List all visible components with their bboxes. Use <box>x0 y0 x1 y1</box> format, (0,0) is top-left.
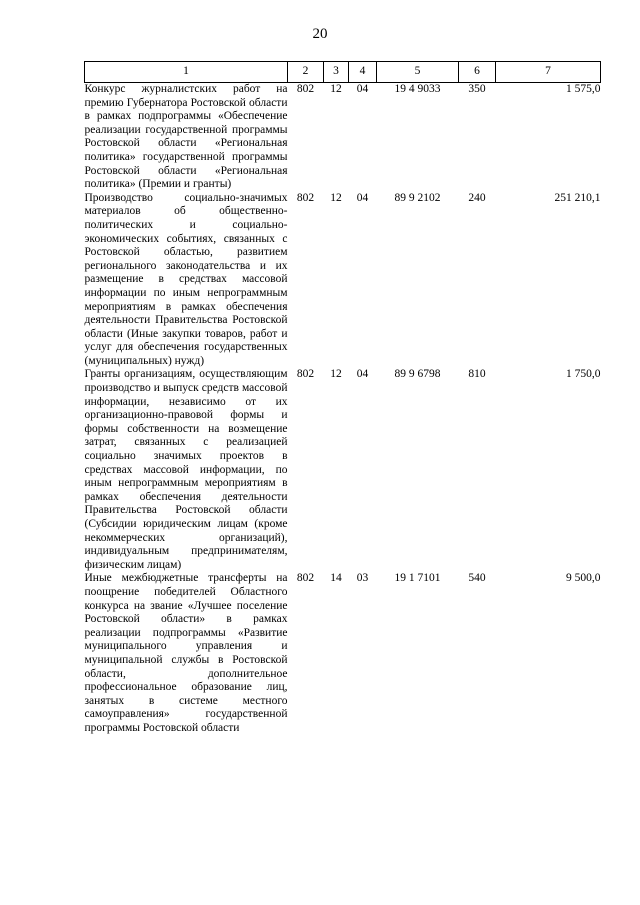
row-expense-type: 810 <box>468 368 486 381</box>
row-description: Производство социально-значимых материалов об общественно-политических и социально-экономических событиях, связанных с Ростовской областью, развитием регионального законодательства и их размещение в средствах массовой информации по иным непрограммным мероприятиям в рамках обеспечения деятельности Правительства Ростовской области (Иные закупки товаров, работ и услуг для обеспечения государственных (муниципальных) нужд) <box>84 191 288 367</box>
row-description: Гранты организациям, осуществляющим производство и выпуск средств массовой информации, независимо от их организационно-правовой формы и формы собственности на возмещение затрат, связанных с реализацией социально значимых проектов в средствах массовой информации, по иным непрограммным мероприятиям в рамках обеспечения деятельности Правительства Ростовской области (Субсидии юридическим лицам (кроме некоммерческих организаций), индивидуальным предпринимателям, физическим лицам) <box>84 368 288 571</box>
row-amount: 251 210,1 <box>554 191 601 204</box>
row-subsection-code: 03 <box>356 572 369 585</box>
column-header: 7 <box>496 62 601 83</box>
column-header: 5 <box>377 62 459 83</box>
page-number: 20 <box>312 26 328 42</box>
row-description: Иные межбюджетные трансферты на поощрение победителей Областного конкурса на звание «Лучшее поселение Ростовской области» в рамках реализации подпрограммы «Развитие муниципального управления и муниципальной службы в Ростовской области, дополнительное профессиональное образование лиц, занятых в системе местного самоуправления» государственной программы Ростовской области <box>84 572 288 734</box>
table-row <box>85 368 601 572</box>
row-ministry-code: 802 <box>296 572 315 585</box>
column-header: 6 <box>459 62 496 83</box>
table-row <box>85 192 601 369</box>
row-amount: 9 500,0 <box>566 572 601 585</box>
row-description: Конкурс журналистских работ на премию Губернатора Ростовской области в рамках подпрограммы «Обеспечение реализации государственной программы Ростовской области «Региональная политика» государственной программы Ростовской области «Региональная политика» (Премии и гранты) <box>84 83 288 191</box>
column-header: 4 <box>349 62 377 83</box>
row-section-code: 14 <box>330 572 342 585</box>
table-row <box>85 83 601 192</box>
row-expense-type: 350 <box>468 83 486 95</box>
row-expense-type: 540 <box>468 572 486 585</box>
row-subsection-code: 04 <box>356 191 369 204</box>
row-amount: 1 575,0 <box>566 83 601 95</box>
row-amount: 1 750,0 <box>566 368 601 381</box>
table-row <box>85 572 601 735</box>
row-expense-type: 240 <box>468 191 486 204</box>
row-target-article: 89 9 2102 <box>394 191 441 204</box>
row-subsection-code: 04 <box>356 83 369 95</box>
table-header-row <box>85 62 601 83</box>
row-target-article: 19 4 9033 <box>394 83 441 95</box>
budget-table <box>84 61 601 736</box>
column-header: 3 <box>324 62 349 83</box>
row-ministry-code: 802 <box>296 368 315 381</box>
row-target-article: 19 1 7101 <box>394 572 441 585</box>
row-section-code: 12 <box>330 368 342 381</box>
row-section-code: 12 <box>330 83 342 95</box>
row-target-article: 89 9 6798 <box>394 368 441 381</box>
row-ministry-code: 802 <box>296 83 315 95</box>
column-header: 1 <box>85 62 288 83</box>
row-section-code: 12 <box>330 191 342 204</box>
row-subsection-code: 04 <box>356 368 369 381</box>
row-ministry-code: 802 <box>296 191 315 204</box>
column-header: 2 <box>288 62 324 83</box>
